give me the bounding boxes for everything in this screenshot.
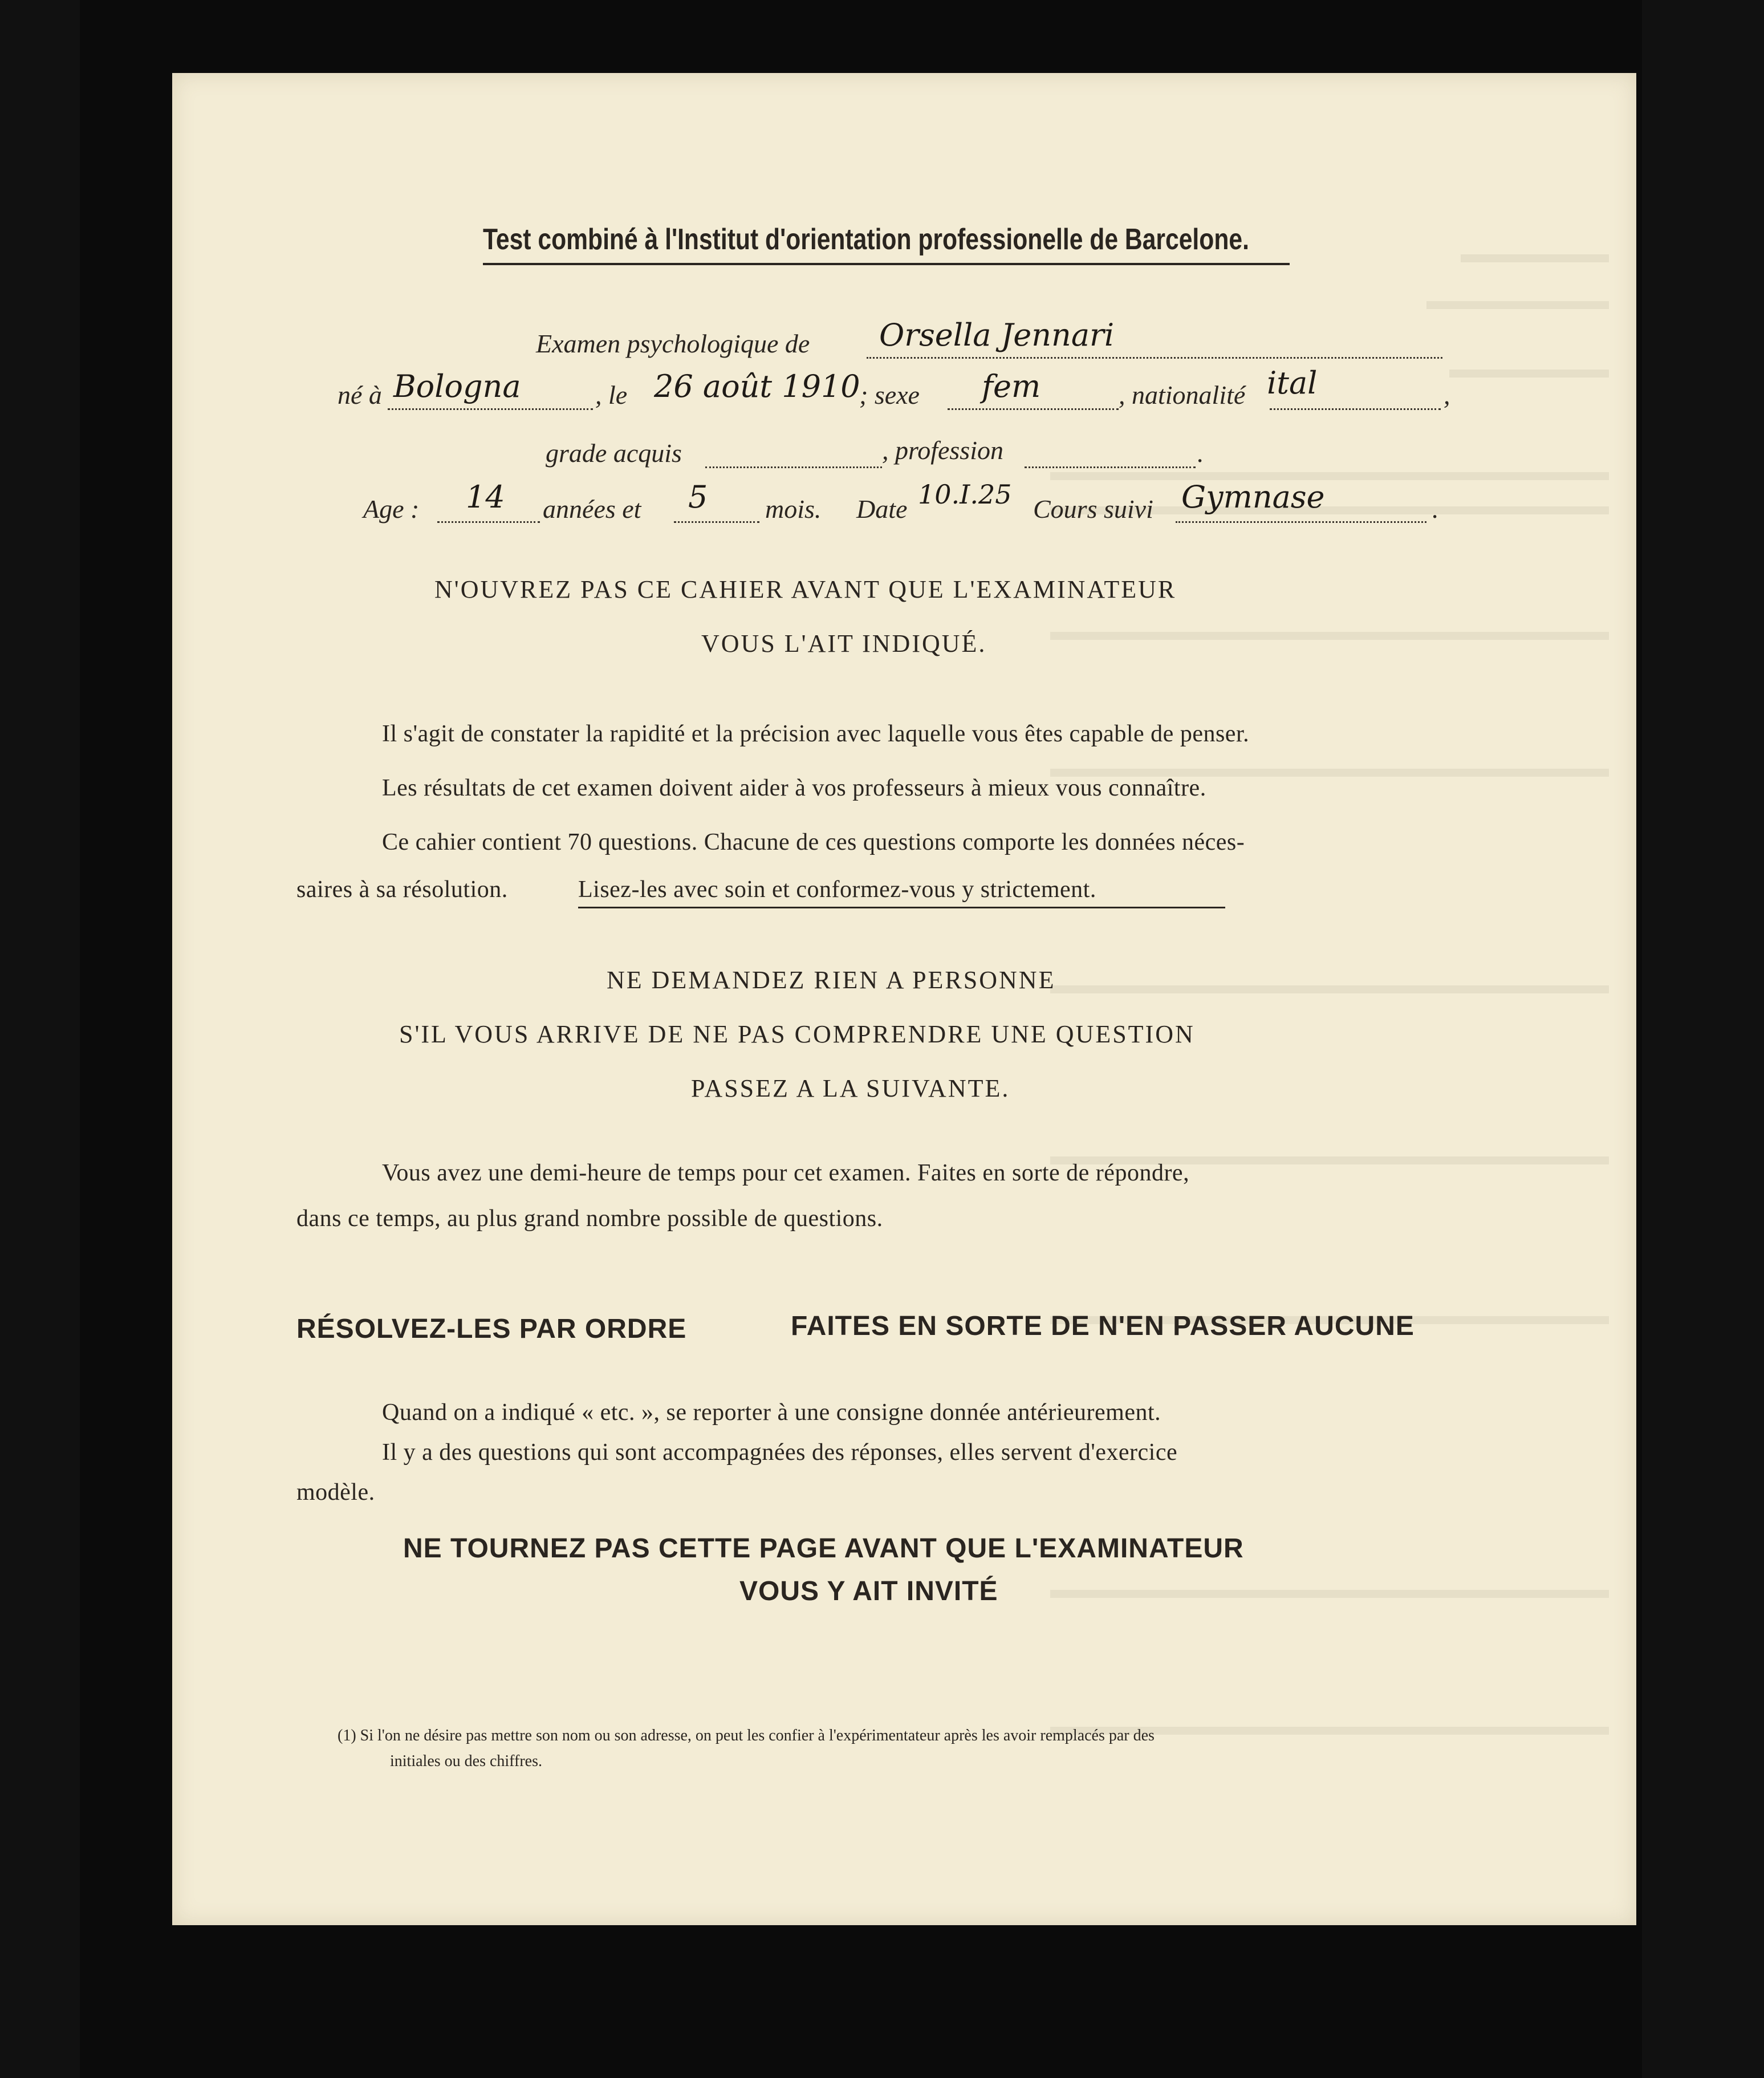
notice-open-line1: N'OUVREZ PAS CE CAHIER AVANT QUE L'EXAMINATEUR — [434, 575, 1177, 603]
document-page — [172, 73, 1636, 1925]
course-handwritten: Gymnase — [1181, 479, 1325, 515]
final-notice-line2: VOUS Y AIT INVITÉ — [739, 1576, 998, 1606]
etc-instruction: Quand on a indiqué « etc. », se reporter à une consigne donnée antérieurement. — [382, 1399, 1161, 1426]
months-label: mois. — [765, 494, 822, 523]
born-label: né à — [338, 380, 382, 409]
profession-label: , profession — [882, 436, 1003, 465]
grade-line — [705, 466, 882, 468]
exam-name-line — [867, 357, 1442, 359]
nationality-handwritten: ital — [1267, 365, 1318, 401]
time-note-line2: dans ce temps, au plus grand nombre possible de questions. — [296, 1206, 883, 1232]
born-place-handwritten: Bologna — [393, 368, 521, 404]
birth-date-handwritten: 26 août 1910 — [654, 368, 860, 404]
date-label: , le — [595, 380, 628, 409]
grade-label: grade acquis — [546, 439, 682, 468]
exam-label: Examen psychologique de — [536, 329, 810, 358]
course-label: Cours suivi — [1033, 494, 1153, 523]
footnote-line2: initiales ou des chiffres. — [390, 1752, 542, 1770]
model-exercise-line1: Il y a des questions qui sont accompagnées des réponses, elles servent d'exercice — [382, 1439, 1178, 1466]
time-note-line1: Vous avez une demi-heure de temps pour cet examen. Faites en sorte de répondre, — [382, 1160, 1190, 1186]
footnote-line1: (1) Si l'on ne désire pas mettre son nom ou son adresse, on peut les confier à l'expérimentateur après les avoir remplacés par des — [338, 1727, 1155, 1744]
model-exercise-line2: modèle. — [296, 1479, 375, 1505]
years-label: années et — [543, 494, 641, 523]
born-place-line — [388, 408, 593, 410]
course-line — [1176, 521, 1426, 523]
age-months-handwritten: 5 — [688, 479, 708, 515]
paragraph-questions-line1: Ce cahier contient 70 questions. Chacune de ces questions comporte les données néces- — [382, 829, 1245, 855]
age-years-handwritten: 14 — [466, 479, 505, 515]
profession-period: . — [1197, 439, 1204, 468]
sex-line — [948, 408, 1119, 410]
notice-skip: PASSEZ A LA SUIVANTE. — [691, 1074, 1010, 1102]
age-label: Age : — [363, 494, 420, 523]
age-years-line — [437, 521, 540, 523]
notice-open-line2: VOUS L'AIT INDIQUÉ. — [701, 630, 987, 658]
exam-name-handwritten: Orsella Jennari — [879, 317, 1115, 353]
paragraph-read-carefully: Lisez-les avec soin et conformez-vous y strictement. — [578, 876, 1096, 903]
nationality-comma: , — [1444, 380, 1450, 409]
profession-line — [1025, 466, 1196, 468]
title-underline — [483, 263, 1290, 265]
course-period: . — [1432, 494, 1439, 523]
notice-dont-understand: S'IL VOUS ARRIVE DE NE PAS COMPRENDRE UNE QUESTION — [399, 1020, 1195, 1048]
skip-none-instruction: FAITES EN SORTE DE N'EN PASSER AUCUNE — [791, 1311, 1415, 1341]
nationality-line — [1270, 408, 1441, 410]
paragraph-questions-line2: saires à sa résolution. — [296, 876, 508, 903]
order-instruction: RÉSOLVEZ-LES PAR ORDRE — [296, 1314, 687, 1344]
paragraph-results: Les résultats de cet examen doivent aider à vos professeurs à mieux vous connaître. — [382, 775, 1206, 801]
date-test-label: Date — [856, 494, 908, 523]
read-carefully-underline — [578, 907, 1225, 908]
age-months-line — [674, 521, 759, 523]
notice-ask-no-one: NE DEMANDEZ RIEN A PERSONNE — [607, 966, 1056, 994]
document-title: Test combiné à l'Institut d'orientation professionelle de Barcelone. — [483, 223, 1249, 256]
final-notice-line1: NE TOURNEZ PAS CETTE PAGE AVANT QUE L'EXAMINATEUR — [403, 1533, 1244, 1564]
paragraph-purpose: Il s'agit de constater la rapidité et la précision avec laquelle vous êtes capable de penser. — [382, 721, 1250, 747]
date-test-handwritten: 10.I.25 — [918, 479, 1012, 510]
sex-handwritten: fem — [982, 368, 1041, 404]
sex-label: ; sexe — [859, 380, 920, 409]
nationality-label: , nationalité — [1119, 380, 1246, 409]
